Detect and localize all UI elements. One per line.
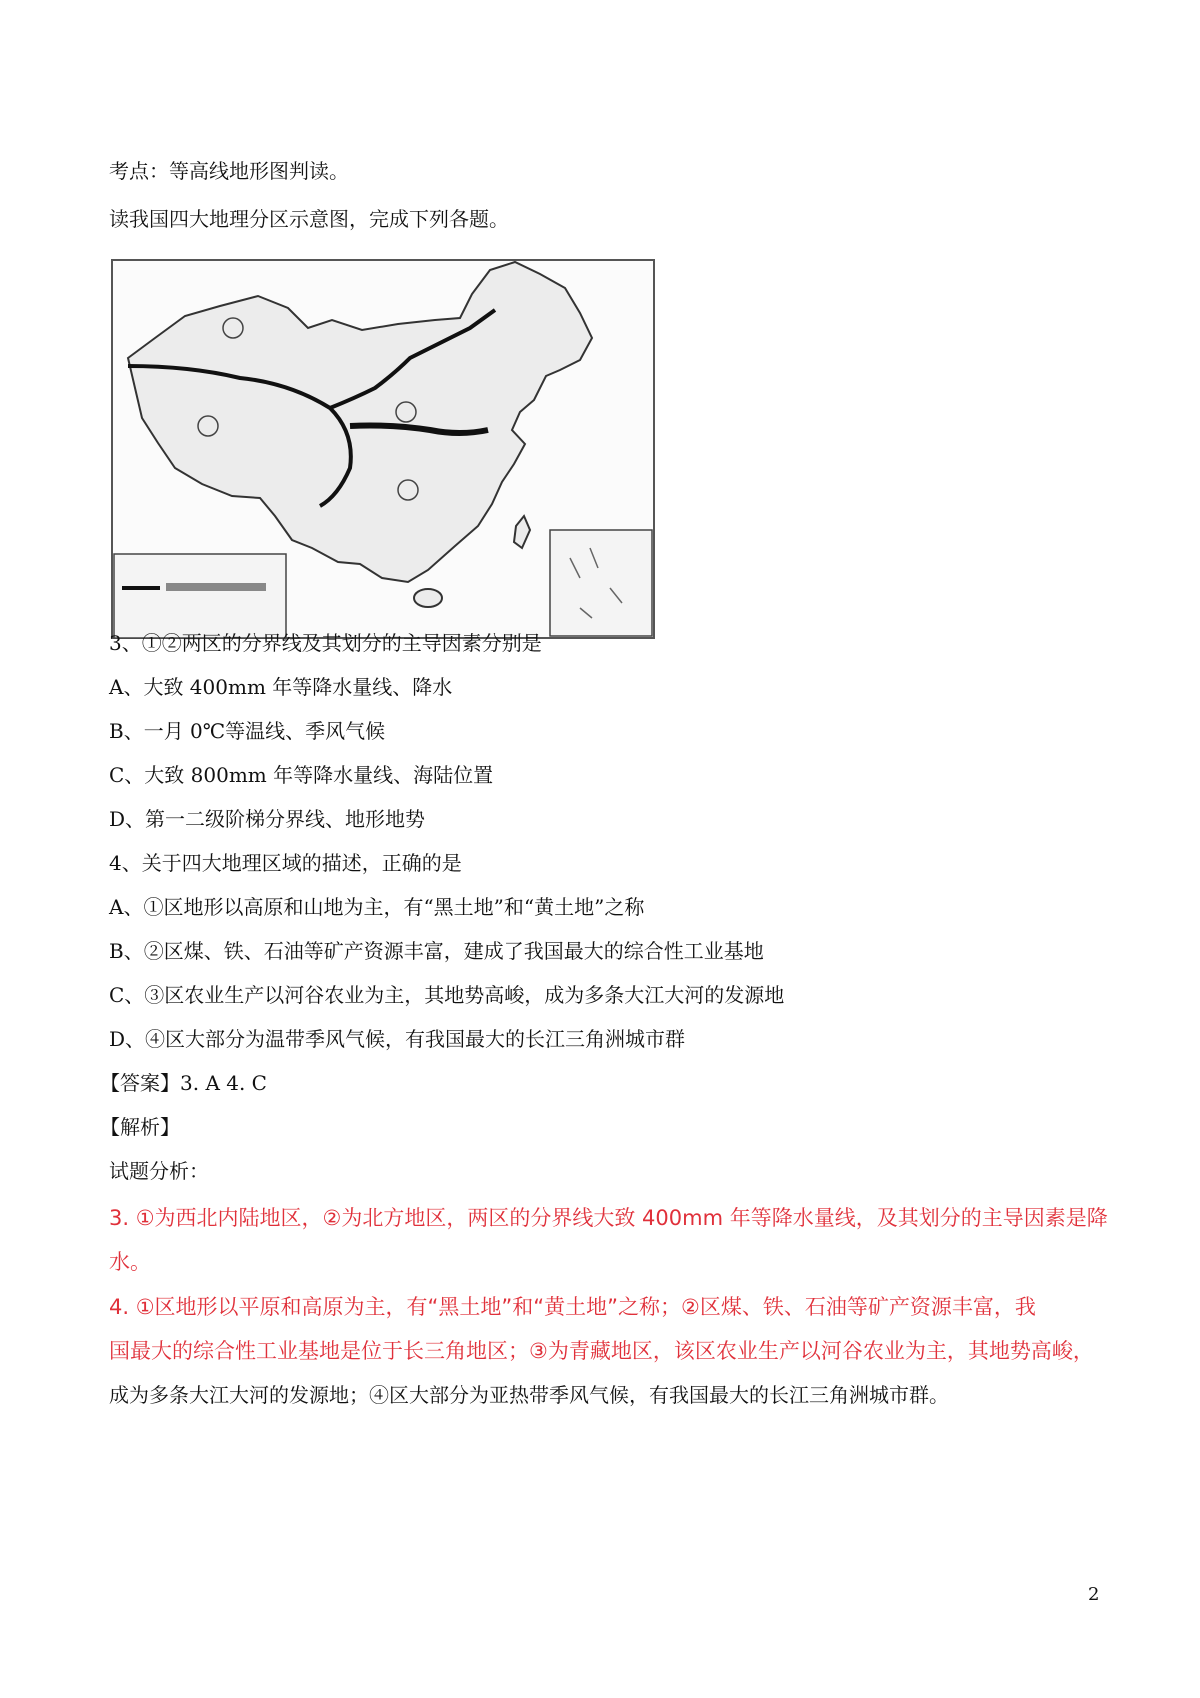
question-4: 4、关于四大地理区域的描述，正确的是: [109, 851, 462, 875]
explanation-4-line-1: 4. ①区地形以平原和高原为主，有“黑土地”和“黄土地”之称；②区煤、铁、石油等矿产资源丰富，我: [109, 1295, 1036, 1319]
explanation-3-line-1: 3. ①为西北内陆地区，②为北方地区，两区的分界线大致 400mm 年等降水量线，及其划分的主导因素是降: [109, 1206, 1108, 1230]
question-4-option-d: D、④区大部分为温带季风气候，有我国最大的长江三角洲城市群: [109, 1027, 686, 1051]
explanation-4-line-2: 国最大的综合性工业基地是位于长三角地区；③为青藏地区，该区农业生产以河谷农业为主，其地势高峻，: [109, 1339, 1094, 1363]
question-3: 3、①②两区的分界线及其划分的主导因素分别是: [109, 631, 542, 655]
question-3-option-c: C、大致 800mm 年等降水量线、海陆位置: [109, 763, 494, 787]
explanation-4-line-3: 成为多条大江大河的发源地；④区大部分为亚热带季风气候，有我国最大的长江三角洲城市群。: [109, 1383, 949, 1407]
analysis-heading: 【解析】: [100, 1115, 180, 1139]
question-intro: 读我国四大地理分区示意图，完成下列各题。: [109, 207, 509, 231]
page-number: 2: [1088, 1584, 1100, 1605]
china-regions-map: [110, 258, 656, 640]
question-4-option-b: B、②区煤、铁、石油等矿产资源丰富，建成了我国最大的综合性工业基地: [109, 939, 764, 963]
question-3-option-b: B、一月 0℃等温线、季风气候: [109, 719, 386, 743]
question-4-option-a: A、①区地形以高原和山地为主，有“黑土地”和“黄土地”之称: [109, 895, 645, 919]
explanation-3-line-2: 水。: [109, 1250, 151, 1274]
kaodian-line: 考点：等高线地形图判读。: [109, 159, 349, 183]
analysis-intro: 试题分析：: [109, 1159, 209, 1183]
question-3-option-d: D、第一二级阶梯分界线、地形地势: [109, 807, 426, 831]
answer-line: 【答案】3. A 4. C: [100, 1071, 267, 1095]
question-4-option-c: C、③区农业生产以河谷农业为主，其地势高峻，成为多条大江大河的发源地: [109, 983, 785, 1007]
question-3-option-a: A、大致 400mm 年等降水量线、降水: [109, 675, 453, 699]
